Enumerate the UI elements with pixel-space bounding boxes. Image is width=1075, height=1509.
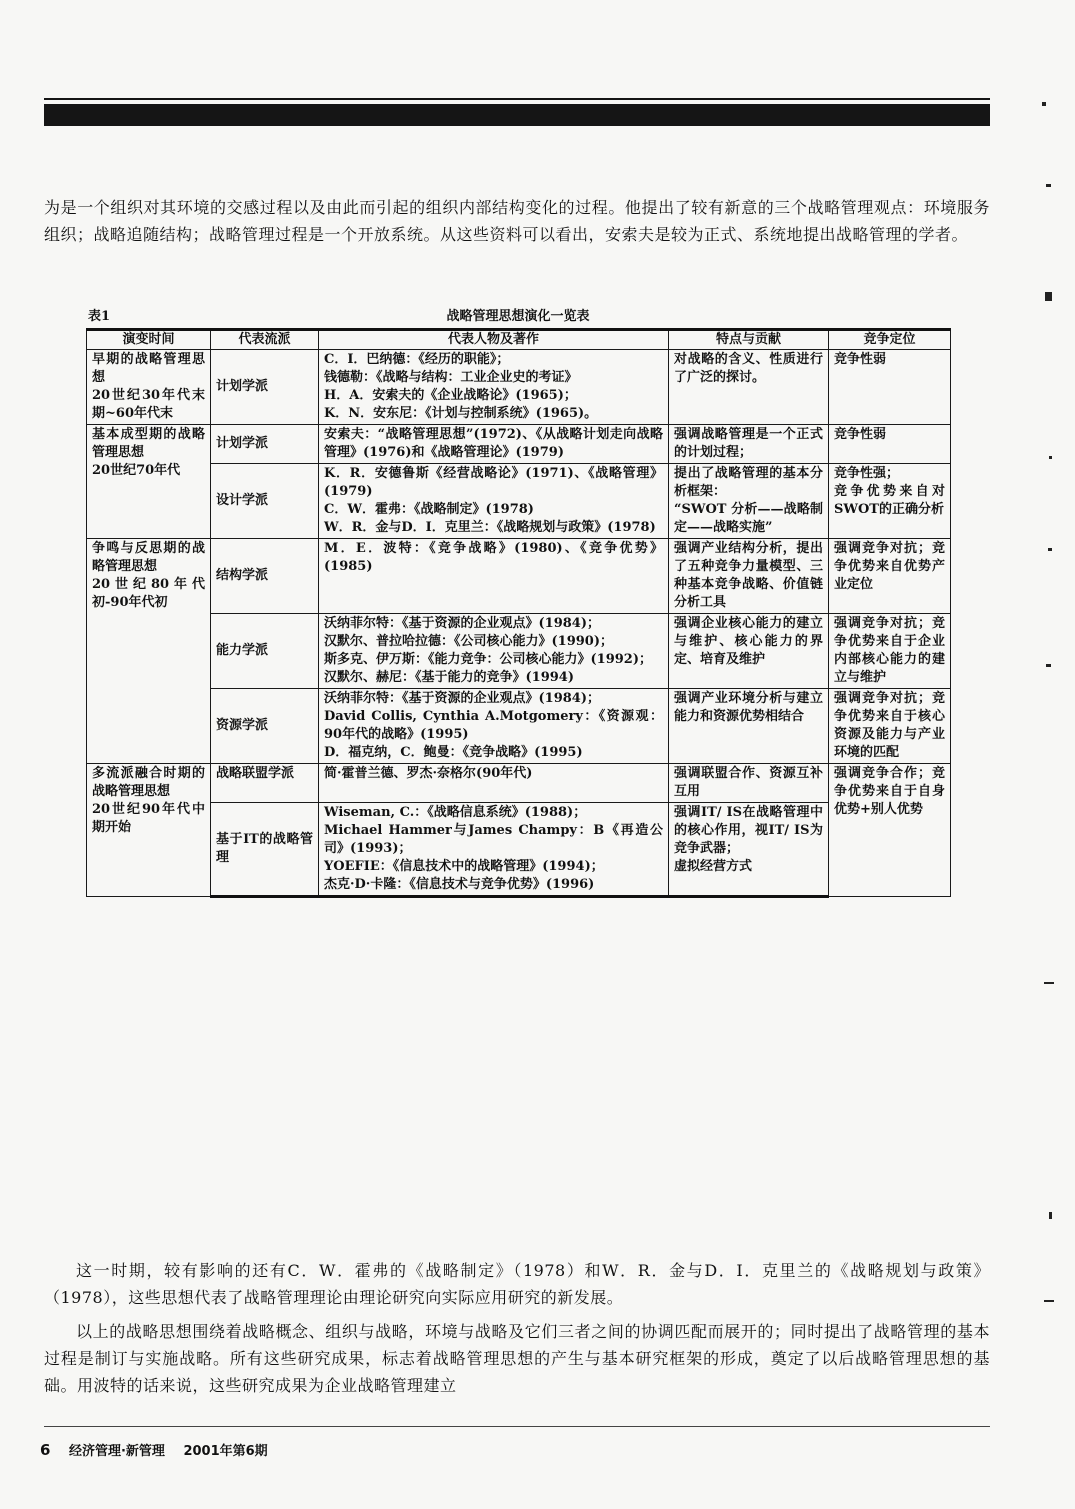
scan-mark — [1046, 664, 1051, 667]
school-cell: 战略联盟学派 — [211, 764, 319, 803]
scan-mark — [1044, 982, 1054, 984]
footer-rule — [44, 1426, 990, 1427]
works-cell: K．R．安德鲁斯《经营战略论》(1971)、《战略管理》(1979) C．W．霍弗：《战略制定》(1978) W．R．金与D．I．克里兰：《战略规划与政策》(1978) — [319, 464, 669, 539]
school-cell: 设计学派 — [211, 464, 319, 539]
table-row — [87, 764, 951, 803]
position-cell: 强调竞争对抗；竞争优势来自于核心资源及能力与产业环境的匹配 — [829, 689, 951, 764]
scan-mark — [1046, 184, 1051, 187]
issue-label: 2001年第6期 — [183, 1444, 268, 1459]
scan-mark — [1042, 102, 1046, 106]
table-row — [87, 803, 951, 897]
period-cell: 早期的战略管理思想 20世纪30年代末期~60年代末 — [87, 350, 211, 425]
paragraph-summary: 以上的战略思想围绕着战略概念、组织与战略，环境与战略及它们三者之间的协调匹配而展开的；同时提出了战略管理的基本过程是制订与实施战略。所有这些研究成果，标志着战略管理思想的产生与基本研究框架的形成，奠定了以后战略管理思想的基础。用波特的话来说，这些研究成果为企业战略管理建立 — [44, 1322, 990, 1395]
table-label: 表1 — [88, 309, 111, 324]
works-cell: Wiseman, C.：《战略信息系统》(1988)； Michael Hammer与James Champy：B《再造公司》(1993)； YOEFIE：《信息技术中的战略管理》(1994)； 杰克·D·卡隆：《信息技术与竞争优势》(1996) — [319, 803, 669, 897]
works-cell: 沃纳菲尔特：《基于资源的企业观点》(1984)； 汉默尔、普拉哈拉德：《公司核心能力》(1990)； 斯多克、伊万斯：《能力竞争：公司核心能力》(1992)； 汉默尔、赫尼：《基于能力的竞争》(1994) — [319, 614, 669, 689]
works-cell: M．E．波特：《竞争战略》(1980)、《竞争优势》(1985) — [319, 539, 669, 614]
position-cell: 强调竞争对抗；竞争优势来自优势产业定位 — [829, 539, 951, 614]
paragraph-further: 这一时期，较有影响的还有C．W．霍弗的《战略制定》（1978）和W．R．金与D．I．克里兰的《战略规划与政策》（1978），这些思想代表了战略管理理论由理论研究向实际应用研究的新发展。 — [44, 1261, 990, 1307]
header-features: 特点与贡献 — [669, 330, 829, 350]
header-position: 竞争定位 — [829, 330, 951, 350]
header-bar — [44, 104, 990, 126]
header-works: 代表人物及著作 — [319, 330, 669, 350]
position-cell: 强调竞争合作；竞争优势来自于自身优势+别人优势 — [829, 764, 951, 897]
header-rule-thin — [44, 98, 990, 100]
position-cell: 竞争性弱 — [829, 350, 951, 425]
table-title: 战略管理思想演化一览表 — [446, 309, 590, 324]
table-row — [87, 464, 951, 539]
school-cell: 结构学派 — [211, 539, 319, 614]
features-cell: 对战略的含义、性质进行了广泛的探讨。 — [669, 350, 829, 425]
features-cell: 强调战略管理是一个正式的计划过程； — [669, 425, 829, 464]
header-school: 代表流派 — [211, 330, 319, 350]
table-row — [87, 614, 951, 689]
position-cell: 竞争性弱 — [829, 425, 951, 464]
school-cell: 计划学派 — [211, 350, 319, 425]
works-cell: 沃纳菲尔特：《基于资源的企业观点》(1984)； David Collis, Cynthia A.Motgomery：《资源观：90年代的战略》(1995) D．福克纳，C．鲍曼：《竞争战略》(1995) — [319, 689, 669, 764]
scan-mark — [1045, 292, 1052, 301]
position-cell: 强调竞争对抗；竞争优势来自于企业内部核心能力的建立与维护 — [829, 614, 951, 689]
school-cell: 计划学派 — [211, 425, 319, 464]
scan-mark — [1049, 1212, 1052, 1219]
table-row — [87, 425, 951, 464]
evolution-table — [86, 328, 951, 898]
table-header-row — [87, 330, 951, 350]
scan-mark — [1049, 456, 1052, 459]
period-cell: 基本成型期的战略管理思想 20世纪70年代 — [87, 425, 211, 539]
works-cell: 安索夫：“战略管理思想”(1972)、《从战略计划走向战略管理》(1976)和《战略管理论》(1979) — [319, 425, 669, 464]
header-period: 演变时间 — [87, 330, 211, 350]
features-cell: 强调联盟合作、资源互补互用 — [669, 764, 829, 803]
school-cell: 基于IT的战略管理 — [211, 803, 319, 897]
publication-name: 经济管理·新管理 — [68, 1444, 165, 1459]
page-footer — [40, 1440, 268, 1459]
school-cell: 能力学派 — [211, 614, 319, 689]
features-cell: 强调产业环境分析与建立能力和资源优势相结合 — [669, 689, 829, 764]
period-cell: 多流派融合时期的战略管理思想 20世纪90年代中期开始 — [87, 764, 211, 897]
features-cell: 强调产业结构分析，提出了五种竞争力量模型、三种基本竞争战略、价值链分析工具 — [669, 539, 829, 614]
school-cell: 资源学派 — [211, 689, 319, 764]
works-cell: C．I．巴纳德：《经历的职能》； 钱德勒：《战略与结构：工业企业史的考证》 H．A．安索夫的《企业战略论》(1965)； K．N．安东尼：《计划与控制系统》(1965)。 — [319, 350, 669, 425]
table-row — [87, 539, 951, 614]
features-cell: 提出了战略管理的基本分析框架： “SWOT 分析——战略制定——战略实施” — [669, 464, 829, 539]
period-cell: 争鸣与反思期的战略管理思想 20世纪80年代初-90年代初 — [87, 539, 211, 764]
paragraph-intro: 为是一个组织对其环境的交感过程以及由此而引起的组织内部结构变化的过程。他提出了较有新意的三个战略管理观点：环境服务组织；战略追随结构；战略管理过程是一个开放系统。从这些资料可以看出，安索夫是较为正式、系统地提出战略管理的学者。 — [44, 198, 990, 244]
page-number: 6 — [40, 1441, 51, 1459]
scan-mark — [1048, 548, 1052, 551]
table-caption — [88, 305, 948, 325]
position-cell: 竞争性强； 竞争优势来自对SWOT的正确分析 — [829, 464, 951, 539]
scan-mark — [1044, 1300, 1054, 1302]
table-row — [87, 350, 951, 425]
features-cell: 强调企业核心能力的建立与维护、核心能力的界定、培育及维护 — [669, 614, 829, 689]
table-row — [87, 689, 951, 764]
works-cell: 简·霍普兰德、罗杰·奈格尔(90年代) — [319, 764, 669, 803]
features-cell: 强调IT/ IS在战略管理中的核心作用，视IT/ IS为竞争武器； 虚拟经营方式 — [669, 803, 829, 897]
